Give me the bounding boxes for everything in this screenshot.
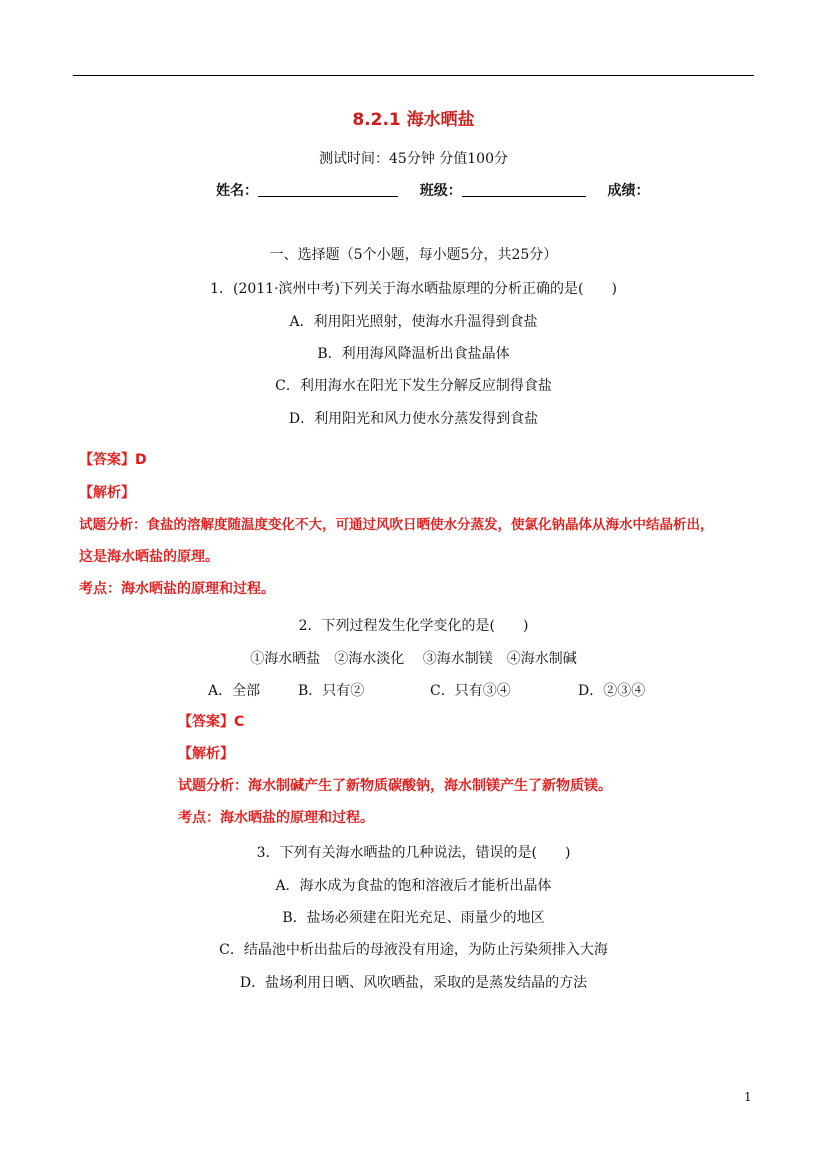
q1-stem: 1．(2011·滨州中考)下列关于海水晒盐原理的分析正确的是( ) (210, 281, 617, 297)
q3-stem: 3．下列有关海水晒盐的几种说法，错误的是( ) (256, 845, 571, 861)
q2-option-d: D．②③④ (578, 683, 646, 699)
q1-point: 考点：海水晒盐的原理和过程。 (79, 581, 275, 597)
q2-processes: ①海水晒盐 ②海水淡化 ③海水制镁 ④海水制碱 (250, 651, 577, 667)
q2-option-a: A．全部 (208, 683, 261, 699)
q2-options-row (208, 682, 645, 700)
q1-option-a: A．利用阳光照射，使海水升温得到食盐 (289, 314, 538, 330)
q2-option-b: B．只有② (298, 683, 365, 699)
page-title: 8.2.1 海水晒盐 (352, 110, 475, 130)
q1-analysis-line-1: 试题分析：食盐的溶解度随温度变化不大，可通过风吹日晒使水分蒸发，使氯化钠晶体从海水中结晶析出， (79, 517, 714, 533)
class-label: 班级： (419, 183, 462, 199)
q3-option-d: D．盐场利用日晒、风吹晒盐，采取的是蒸发结晶的方法 (239, 975, 588, 991)
q3-option-c: C．结晶池中析出盐后的母液没有用途，为防止污染须排入大海 (219, 942, 608, 958)
q3-option-b: B．盐场必须建在阳光充足、雨量少的地区 (282, 910, 545, 926)
q2-point: 考点：海水晒盐的原理和过程。 (178, 810, 374, 826)
q2-answer: 【答案】C (178, 714, 245, 730)
name-label: 姓名： (216, 183, 258, 199)
student-info-row (216, 182, 650, 200)
q2-analysis-label: 【解析】 (178, 746, 234, 762)
q2-option-c: C．只有③④ (430, 683, 511, 699)
score-label: 成绩： (607, 183, 650, 199)
name-blank[interactable] (258, 182, 398, 197)
q1-analysis-label: 【解析】 (79, 485, 135, 501)
section-heading: 一、选择题（5个小题，每小题5分，共25分） (269, 247, 558, 263)
q1-answer: 【答案】D (79, 452, 147, 468)
q2-stem: 2．下列过程发生化学变化的是( ) (298, 618, 529, 634)
page-number: 1 (744, 1090, 752, 1104)
q3-option-a: A．海水成为食盐的饱和溶液后才能析出晶体 (275, 878, 552, 894)
class-blank[interactable] (462, 182, 586, 197)
q2-analysis: 试题分析：海水制碱产生了新物质碳酸钠，海水制镁产生了新物质镁。 (178, 778, 612, 794)
q1-analysis-line-2: 这是海水晒盐的原理。 (79, 549, 219, 565)
test-info: 测试时间：45分钟 分值100分 (319, 151, 508, 167)
q1-option-c: C．利用海水在阳光下发生分解反应制得食盐 (275, 378, 552, 394)
q1-option-d: D．利用阳光和风力使水分蒸发得到食盐 (288, 411, 539, 427)
q1-option-b: B．利用海风降温析出食盐晶体 (317, 346, 510, 362)
header-rule (73, 75, 754, 76)
